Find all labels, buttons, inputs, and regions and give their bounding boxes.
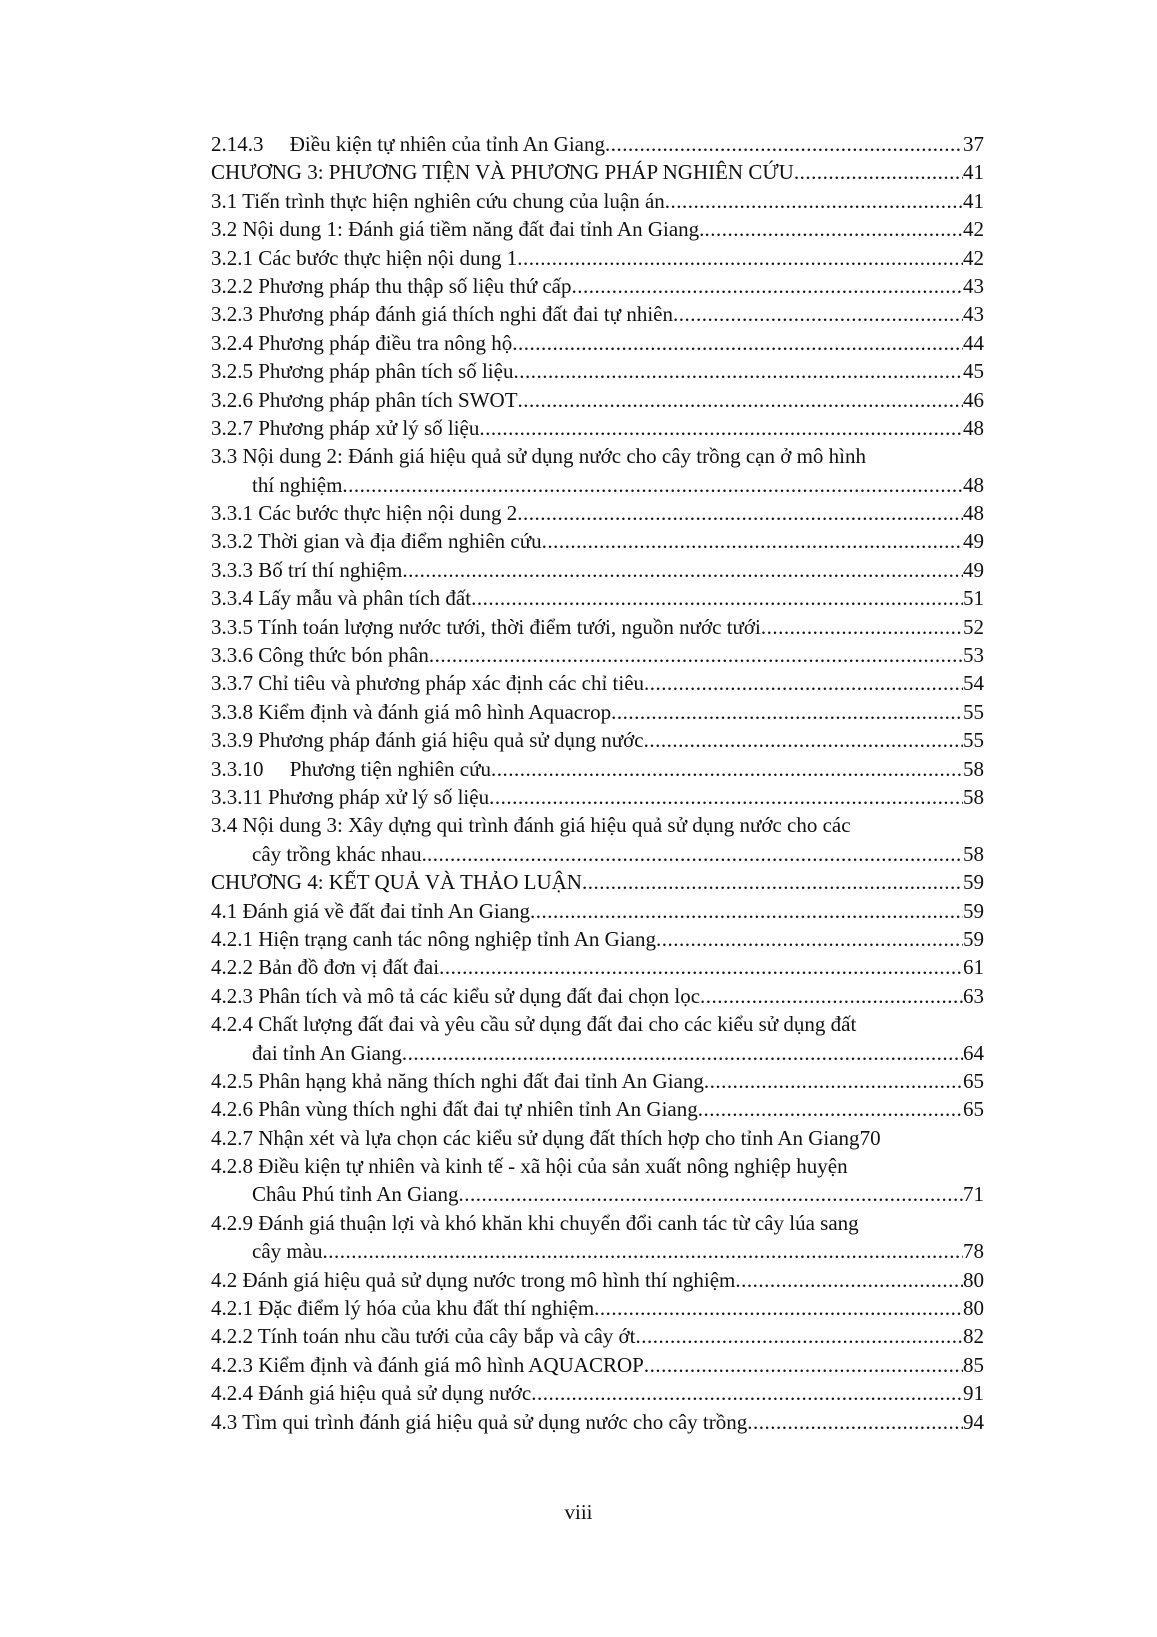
toc-entry-title: 3.3 Nội dung 2: Đánh giá hiệu quả sử dụng nước cho cây trồng cạn ở mô hình bbox=[211, 444, 867, 469]
toc-entry-title-continued: Châu Phú tỉnh An Giang bbox=[252, 1182, 459, 1207]
toc-entry[interactable] bbox=[0, 1351, 1157, 1379]
toc-entry-title: 3.3.8 Kiểm định và đánh giá mô hình Aquacrop bbox=[211, 699, 612, 724]
toc-dot-leader bbox=[761, 613, 963, 641]
toc-page-number: 65 bbox=[963, 1068, 984, 1093]
toc-dot-leader bbox=[518, 386, 963, 414]
toc-page-number: 43 bbox=[963, 273, 984, 298]
toc-dot-leader bbox=[704, 215, 963, 243]
toc-entry[interactable] bbox=[0, 300, 1157, 328]
toc-page-number: 58 bbox=[963, 841, 984, 866]
toc-page-number: 43 bbox=[963, 302, 984, 327]
toc-entry-title: 3.3.7 Chỉ tiêu và phương pháp xác định các chỉ tiêu bbox=[211, 671, 645, 696]
toc-entry-title: 4.2.2 Tính toán nhu cầu tưới của cây bắp và cây ớt bbox=[211, 1324, 636, 1349]
toc-entry-title: 4.2.8 Điều kiện tự nhiên và kinh tế - xã hội của sản xuất nông nghiệp huyện bbox=[211, 1154, 848, 1179]
toc-page-number: 53 bbox=[963, 643, 984, 668]
toc-dot-leader bbox=[513, 357, 963, 385]
toc-entry[interactable] bbox=[0, 1266, 1157, 1294]
toc-entry[interactable] bbox=[0, 1010, 1157, 1067]
toc-dot-leader bbox=[517, 244, 963, 272]
toc-dot-leader bbox=[402, 1039, 963, 1067]
toc-page-number: 37 bbox=[963, 132, 984, 156]
toc-page-number: 94 bbox=[963, 1409, 984, 1434]
toc-entry[interactable] bbox=[0, 1095, 1157, 1123]
toc-page-number: 55 bbox=[963, 699, 984, 724]
toc-dot-leader bbox=[605, 130, 963, 158]
toc-dot-leader bbox=[582, 868, 963, 896]
toc-dot-leader bbox=[530, 897, 963, 925]
toc-dot-leader bbox=[644, 726, 963, 754]
toc-page-number: 48 bbox=[963, 415, 984, 440]
toc-dot-leader bbox=[644, 1351, 963, 1379]
toc-dot-leader bbox=[323, 1237, 963, 1265]
toc-entry[interactable] bbox=[0, 357, 1157, 385]
toc-dot-leader bbox=[342, 471, 963, 499]
toc-dot-leader bbox=[644, 669, 963, 697]
toc-entry[interactable] bbox=[0, 613, 1157, 641]
toc-dot-leader bbox=[512, 329, 963, 357]
toc-page-number: 58 bbox=[963, 756, 984, 781]
toc-page-number: 42 bbox=[963, 245, 984, 270]
toc-entry[interactable] bbox=[0, 386, 1157, 414]
toc-dot-leader bbox=[459, 1180, 963, 1208]
toc-dot-leader bbox=[594, 1294, 963, 1322]
toc-entry-title: 3.3.10 Phương tiện nghiên cứu bbox=[211, 756, 492, 781]
toc-page-number: 82 bbox=[963, 1324, 984, 1349]
toc-entry-title: 3.2.6 Phương pháp phân tích SWOT bbox=[211, 387, 518, 412]
toc-entry-title: 4.2.1 Đặc điểm lý hóa của khu đất thí nghiệm bbox=[211, 1296, 595, 1321]
toc-entry-title: 4.2.5 Phân hạng khả năng thích nghi đất đai tỉnh An Giang bbox=[211, 1068, 704, 1093]
toc-page-number: 58 bbox=[963, 784, 984, 809]
toc-entry-title-continued: đai tỉnh An Giang bbox=[252, 1040, 402, 1065]
toc-page-number: 61 bbox=[963, 955, 984, 980]
toc-dot-leader bbox=[489, 783, 963, 811]
toc-entry[interactable] bbox=[0, 329, 1157, 357]
toc-entry[interactable] bbox=[0, 755, 1157, 783]
toc-entry[interactable] bbox=[0, 1152, 1157, 1209]
toc-entry-title-continued: thí nghiệm bbox=[252, 472, 343, 497]
toc-entry-title-continued: cây màu bbox=[252, 1239, 323, 1264]
toc-entry[interactable] bbox=[0, 414, 1157, 442]
toc-entry[interactable] bbox=[0, 897, 1157, 925]
toc-entry[interactable] bbox=[0, 130, 1157, 158]
toc-entry-title: 3.2.1 Các bước thực hiện nội dung 1 bbox=[211, 245, 518, 270]
toc-entry-title: 4.2.1 Hiện trạng canh tác nông nghiệp tỉnh An Giang bbox=[211, 926, 656, 951]
toc-entry[interactable] bbox=[0, 215, 1157, 243]
toc-entry-title: CHƯƠNG 3: PHƯƠNG TIỆN VÀ PHƯƠNG PHÁP NGHIÊN CỨU bbox=[211, 160, 794, 185]
toc-entry-title: 3.3.11 Phương pháp xử lý số liệu bbox=[211, 784, 490, 809]
toc-dot-leader bbox=[735, 1266, 963, 1294]
toc-page-number: 54 bbox=[963, 671, 984, 696]
toc-page-number: 85 bbox=[963, 1352, 984, 1377]
toc-entry[interactable] bbox=[0, 953, 1157, 981]
toc-page-number: 91 bbox=[963, 1381, 984, 1406]
toc-entry-title: CHƯƠNG 4: KẾT QUẢ VÀ THẢO LUẬN bbox=[211, 870, 582, 895]
toc-entry-title: 3.3.9 Phương pháp đánh giá hiệu quả sử dụng nước bbox=[211, 728, 644, 753]
toc-entry[interactable] bbox=[0, 556, 1157, 584]
toc-page-number: 55 bbox=[963, 728, 984, 753]
toc-entry[interactable] bbox=[0, 669, 1157, 697]
toc-page-number: 44 bbox=[963, 330, 984, 355]
toc-entry-title: 4.2 Đánh giá hiệu quả sử dụng nước trong mô hình thí nghiệm bbox=[211, 1267, 736, 1292]
toc-page-number: 48 bbox=[963, 472, 984, 497]
toc-entry[interactable] bbox=[0, 272, 1157, 300]
toc-entry-title: 3.2.4 Phương pháp điều tra nông hộ bbox=[211, 330, 513, 355]
toc-entry[interactable] bbox=[0, 783, 1157, 811]
toc-page-number: 41 bbox=[963, 160, 984, 185]
toc-dot-leader bbox=[794, 158, 963, 186]
toc-dot-leader bbox=[700, 982, 963, 1010]
toc-entry[interactable] bbox=[0, 641, 1157, 669]
toc-entry[interactable] bbox=[0, 1322, 1157, 1350]
toc-page-number: 80 bbox=[963, 1267, 984, 1292]
toc-entry-title: 4.2.9 Đánh giá thuận lợi và khó khăn khi chuyển đổi canh tác từ cây lúa sang bbox=[211, 1210, 859, 1235]
toc-dot-leader bbox=[542, 527, 963, 555]
toc-entry-title: 4.2.7 Nhận xét và lựa chọn các kiểu sử dụng đất thích hợp cho tỉnh An Giang bbox=[211, 1125, 860, 1150]
toc-entry[interactable] bbox=[0, 726, 1157, 754]
toc-page-number: 49 bbox=[963, 529, 984, 554]
toc-entry[interactable] bbox=[0, 244, 1157, 272]
toc-entry[interactable] bbox=[0, 527, 1157, 555]
toc-entry[interactable] bbox=[0, 158, 1157, 186]
toc-entry-title: 3.4 Nội dung 3: Xây dựng qui trình đánh giá hiệu quả sử dụng nước cho các bbox=[211, 813, 851, 838]
toc-entry[interactable] bbox=[0, 499, 1157, 527]
toc-entry-title-continued: cây trồng khác nhau. bbox=[252, 841, 427, 866]
toc-entry-title: 3.2.3 Phương pháp đánh giá thích nghi đất đai tự nhiên bbox=[211, 302, 673, 327]
toc-entry[interactable] bbox=[0, 982, 1157, 1010]
toc-entry-title: 4.2.3 Kiểm định và đánh giá mô hình AQUACROP bbox=[211, 1352, 644, 1377]
toc-dot-leader bbox=[429, 641, 963, 669]
table-of-contents bbox=[0, 130, 1157, 1436]
toc-dot-leader bbox=[704, 1067, 963, 1095]
toc-page-number: 52 bbox=[963, 614, 984, 639]
toc-page-number: 41 bbox=[963, 188, 984, 213]
toc-entry-title: 3.2.7 Phương pháp xử lý số liệu bbox=[211, 415, 480, 440]
toc-page-number: 59 bbox=[963, 898, 984, 923]
toc-entry[interactable] bbox=[0, 925, 1157, 953]
toc-dot-leader bbox=[698, 1095, 963, 1123]
toc-entry[interactable] bbox=[0, 1294, 1157, 1322]
toc-dot-leader bbox=[665, 187, 963, 215]
toc-dot-leader bbox=[517, 499, 963, 527]
toc-page-number: 71 bbox=[963, 1182, 984, 1207]
toc-entry-title: 4.2.6 Phân vùng thích nghi đất đai tự nhiên tỉnh An Giang bbox=[211, 1097, 698, 1122]
toc-dot-leader bbox=[636, 1322, 964, 1350]
toc-entry-title: 3.2 Nội dung 1: Đánh giá tiềm năng đất đai tỉnh An Giang. bbox=[211, 217, 705, 242]
toc-entry[interactable] bbox=[0, 1209, 1157, 1266]
toc-entry-title: 4.2.4 Đánh giá hiệu quả sử dụng nước bbox=[211, 1381, 532, 1406]
toc-dot-leader bbox=[673, 300, 963, 328]
toc-page-number: 70 bbox=[859, 1125, 881, 1150]
toc-entry[interactable] bbox=[0, 1124, 1157, 1152]
toc-dot-leader bbox=[439, 953, 963, 981]
toc-entry-title: 4.1 Đánh giá về đất đai tỉnh An Giang bbox=[211, 898, 531, 923]
toc-dot-leader bbox=[572, 272, 964, 300]
toc-page-number: 48 bbox=[963, 501, 984, 526]
toc-dot-leader bbox=[402, 556, 963, 584]
toc-entry-title: 3.2.2 Phương pháp thu thập số liệu thứ cấp bbox=[211, 273, 572, 298]
toc-entry-title: 3.3.2 Thời gian và địa điểm nghiên cứu bbox=[211, 529, 542, 554]
toc-entry-title: 4.2.2 Bản đồ đơn vị đất đai bbox=[211, 955, 440, 980]
toc-page-number: 63 bbox=[963, 983, 984, 1008]
toc-dot-leader bbox=[747, 1408, 963, 1436]
toc-dot-leader bbox=[491, 755, 963, 783]
toc-page-number: 64 bbox=[963, 1040, 984, 1065]
toc-dot-leader bbox=[656, 925, 963, 953]
toc-entry-title: 3.2.5 Phương pháp phân tích số liệu bbox=[211, 359, 514, 384]
toc-page-number: 59 bbox=[963, 926, 984, 951]
toc-page-number: 80 bbox=[963, 1296, 984, 1321]
toc-page-number: 51 bbox=[963, 586, 984, 611]
toc-entry[interactable] bbox=[0, 1408, 1157, 1436]
toc-entry-title: 3.3.4 Lấy mẫu và phân tích đất bbox=[211, 586, 472, 611]
toc-entry[interactable] bbox=[0, 811, 1157, 868]
toc-dot-leader bbox=[427, 840, 963, 868]
toc-entry[interactable] bbox=[0, 187, 1157, 215]
toc-page-number: 78 bbox=[963, 1239, 984, 1264]
toc-entry-title: 3.3.5 Tính toán lượng nước tưới, thời điểm tưới, nguồn nước tưới bbox=[211, 614, 761, 639]
toc-page-number: 49 bbox=[963, 557, 984, 582]
toc-entry-title: 3.3.6 Công thức bón phân bbox=[211, 643, 429, 668]
toc-entry[interactable] bbox=[0, 1379, 1157, 1407]
toc-entry-title: 3.1 Tiến trình thực hiện nghiên cứu chung của luận án bbox=[211, 188, 665, 213]
toc-dot-leader bbox=[611, 698, 963, 726]
toc-entry-title: 3.3.1 Các bước thực hiện nội dung 2 bbox=[211, 501, 518, 526]
toc-page-number: 46 bbox=[963, 387, 984, 412]
toc-dot-leader bbox=[531, 1379, 963, 1407]
page-number: viii bbox=[564, 1500, 593, 1524]
toc-entry[interactable] bbox=[0, 868, 1157, 896]
toc-page-number: 45 bbox=[963, 359, 984, 384]
toc-entry-title: 2.14.3 Điều kiện tự nhiên của tỉnh An Giang bbox=[211, 132, 605, 156]
toc-entry[interactable] bbox=[0, 442, 1157, 499]
toc-dot-leader bbox=[471, 584, 963, 612]
toc-dot-leader bbox=[479, 414, 963, 442]
toc-entry[interactable] bbox=[0, 584, 1157, 612]
toc-entry-title: 4.2.3 Phân tích và mô tả các kiểu sử dụng đất đai chọn lọc bbox=[211, 983, 701, 1008]
toc-page-number: 65 bbox=[963, 1097, 984, 1122]
toc-entry[interactable] bbox=[0, 698, 1157, 726]
toc-entry-title: 4.2.4 Chất lượng đất đai và yêu cầu sử dụng đất đai cho các kiểu sử dụng đất bbox=[211, 1012, 857, 1037]
toc-entry-title: 3.3.3 Bố trí thí nghiệm bbox=[211, 557, 403, 582]
toc-page-number: 59 bbox=[963, 870, 984, 895]
toc-page-number: 42 bbox=[963, 217, 984, 242]
toc-entry[interactable] bbox=[0, 1067, 1157, 1095]
toc-entry-title: 4.3 Tìm qui trình đánh giá hiệu quả sử dụng nước cho cây trồng bbox=[211, 1409, 748, 1434]
